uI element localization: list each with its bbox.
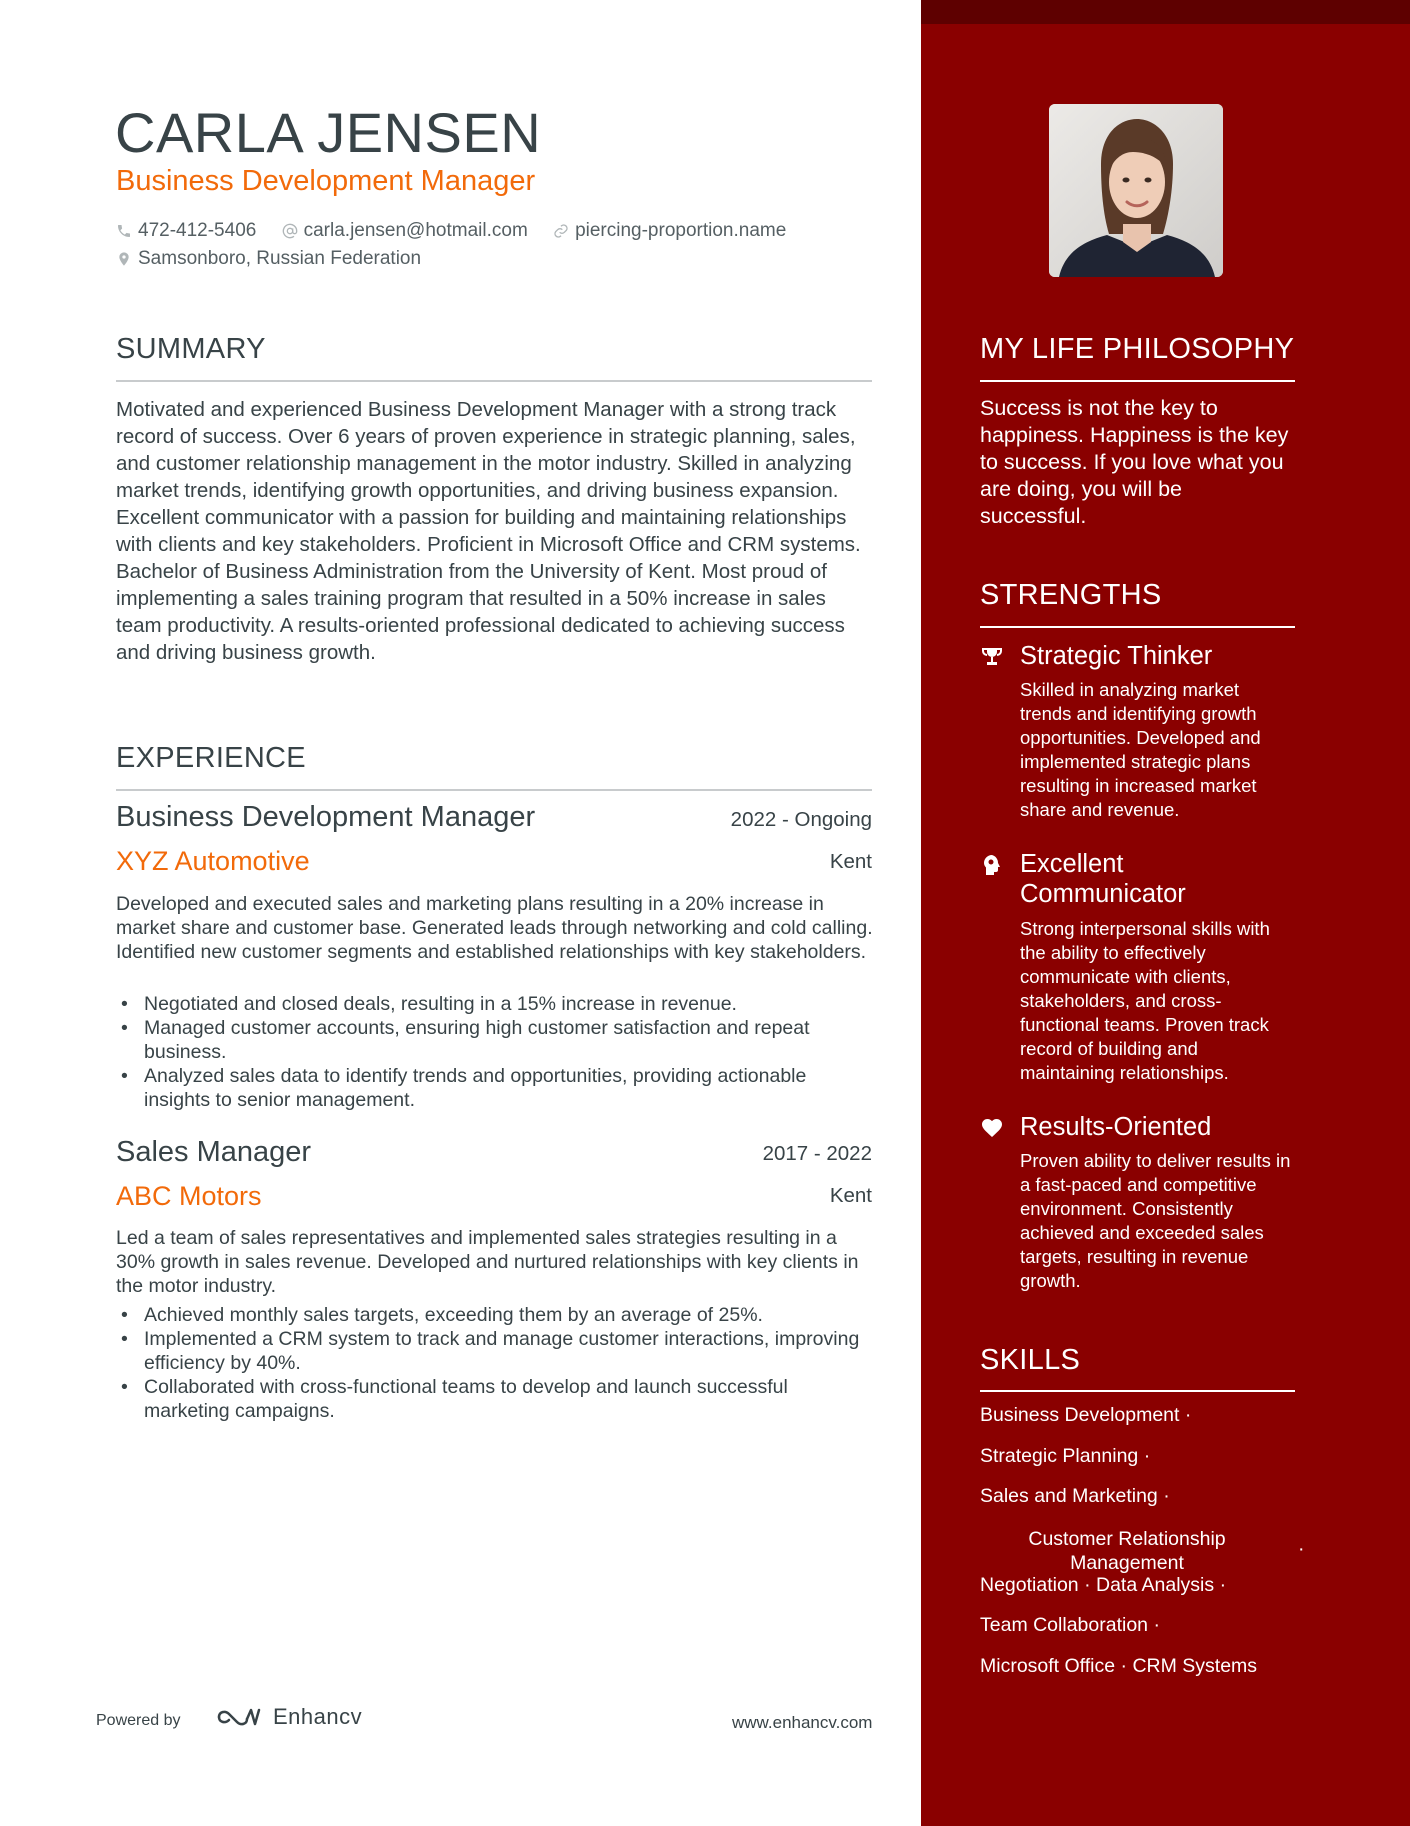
strength-title: Strategic Thinker bbox=[1020, 642, 1213, 670]
skill-separator: · bbox=[1143, 1444, 1151, 1467]
skill-tag: Negotiation bbox=[980, 1573, 1079, 1596]
job-bullets bbox=[116, 1303, 876, 1423]
skills-divider bbox=[980, 1390, 1295, 1392]
strengths-divider bbox=[980, 626, 1295, 628]
job-bullets bbox=[116, 992, 876, 1112]
skills-heading: SKILLS bbox=[980, 1344, 1081, 1376]
heart-icon bbox=[980, 1116, 1004, 1140]
strength-title: Excellent Communicator bbox=[1020, 850, 1186, 908]
skill-tag: Team Collaboration bbox=[980, 1614, 1149, 1636]
skill-tag: Strategic Planning bbox=[980, 1444, 1139, 1467]
job-bullet: • Implemented a CRM system to track and manage customer interactions, improving efficiency by 40%. bbox=[116, 1327, 876, 1375]
job-description: Led a team of sales representatives and implemented sales strategies resulting in a 30% growth in sales revenue. Developed and nurtured relationships with key clients in the motor industry. bbox=[116, 1227, 859, 1297]
job-location: Kent bbox=[829, 1184, 872, 1207]
skill-separator: · bbox=[1084, 1573, 1091, 1596]
skill-tag: Sales and Marketing bbox=[980, 1485, 1158, 1507]
skill-separator: · bbox=[1298, 1537, 1305, 1560]
skill-tag: CRM Systems bbox=[1132, 1654, 1258, 1677]
candidate-name: CARLA JENSEN bbox=[115, 101, 542, 164]
trophy-icon bbox=[980, 645, 1004, 669]
skill-tag: Data Analysis bbox=[1096, 1573, 1215, 1596]
strengths-heading: STRENGTHS bbox=[980, 579, 1162, 611]
summary-text: Motivated and experienced Business Development Manager with a strong track record of success. Over 6 years of proven experience in strategic planning, sales, and customer relationship management in the motor industry. Skilled in analyzing market trends, identifying growth opportunities, and driving business expansion. Excellent communicator with a passion for building and maintaining relationships with clients and key stakeholders. Proficient in Microsoft Office and CRM systems. Bachelor of Business Administration from the University of Kent. Most proud of implementing a sales training program that resulted in a 50% increase in sales team productivity. A results-oriented professional dedicated to achieving success and driving business growth. bbox=[116, 398, 861, 664]
job-bullet: • Analyzed sales data to identify trends and opportunities, providing actionable insights to senior management. bbox=[116, 1064, 876, 1112]
contact-email[interactable] bbox=[282, 217, 528, 245]
at-icon bbox=[282, 223, 298, 239]
location-text: Samsonboro, Russian Federation bbox=[138, 248, 422, 269]
job-bullet: • Managed customer accounts, ensuring high customer satisfaction and repeat business. bbox=[116, 1016, 876, 1064]
philosophy-heading: MY LIFE PHILOSOPHY bbox=[980, 333, 1295, 365]
job-bullet: • Negotiated and closed deals, resulting in a 15% increase in revenue. bbox=[116, 992, 876, 1016]
contact-website[interactable] bbox=[553, 217, 786, 245]
strength-description: Proven ability to deliver results in a fast-paced and competitive environment. Consistently achieved and exceeded sales targets, resulting in revenue growth. bbox=[1020, 1150, 1291, 1291]
summary-divider bbox=[116, 380, 872, 382]
experience-divider bbox=[116, 789, 872, 791]
skill-separator: · bbox=[1219, 1573, 1227, 1596]
strength-description: Skilled in analyzing market trends and identifying growth opportunities. Developed and implemented strategic plans resulting in increased market share and revenue. bbox=[1020, 679, 1261, 820]
skill-tag: Business Development bbox=[980, 1404, 1180, 1426]
job-bullet: • Collaborated with cross-functional teams to develop and launch successful marketing campaigns. bbox=[116, 1375, 876, 1423]
skills-list bbox=[980, 1403, 1305, 1694]
skill-tag: Microsoft Office bbox=[980, 1654, 1116, 1677]
job-role: Business Development Manager bbox=[116, 801, 536, 833]
enhancv-logo-icon bbox=[215, 1705, 263, 1729]
website-text: piercing-proportion.name bbox=[575, 220, 787, 241]
portrait-image bbox=[1049, 104, 1223, 277]
candidate-title: Business Development Manager bbox=[116, 165, 536, 197]
job-role: Sales Manager bbox=[116, 1136, 312, 1168]
profile-photo bbox=[1049, 104, 1223, 277]
job-description: Developed and executed sales and marketing plans resulting in a 20% increase in market share and customer base. Generated leads through networking and cold calling. Identified new customer segments and established relationships with key stakeholders. bbox=[116, 893, 873, 963]
phone-text: 472-412-5406 bbox=[138, 220, 257, 241]
footer-powered-by: Powered by bbox=[96, 1712, 181, 1729]
philosophy-text: Success is not the key to happiness. Happiness is the key to success. If you love what you are doing, you will be successful. bbox=[980, 396, 1289, 528]
link-icon bbox=[553, 223, 569, 239]
contact-location bbox=[116, 245, 421, 273]
job-location: Kent bbox=[829, 850, 872, 873]
footer-url[interactable]: www.enhancv.com bbox=[732, 1713, 873, 1732]
strength-description: Strong interpersonal skills with the ability to effectively communicate with clients, stakeholders, and cross-functional teams. Proven track record of building and maintaining relationships. bbox=[1020, 918, 1270, 1083]
job-bullet: • Achieved monthly sales targets, exceeding them by an average of 25%. bbox=[116, 1303, 876, 1327]
email-text: carla.jensen@hotmail.com bbox=[303, 220, 528, 241]
skill-separator: · bbox=[1153, 1614, 1160, 1636]
experience-heading: EXPERIENCE bbox=[116, 742, 306, 774]
footer-brand-logo[interactable] bbox=[215, 1704, 362, 1730]
job-company: ABC Motors bbox=[116, 1181, 262, 1211]
skill-separator: · bbox=[1163, 1485, 1170, 1507]
location-pin-icon bbox=[116, 251, 132, 267]
footer-brand-name: Enhancv bbox=[273, 1704, 363, 1729]
skill-tag: Customer Relationship Management bbox=[1028, 1527, 1226, 1574]
job-company: XYZ Automotive bbox=[116, 846, 310, 876]
philosophy-divider bbox=[980, 380, 1295, 382]
skill-separator: · bbox=[1184, 1404, 1192, 1426]
head-speaking-icon bbox=[980, 853, 1004, 877]
contact-phone[interactable] bbox=[116, 217, 256, 245]
phone-icon bbox=[116, 223, 132, 239]
sidebar-top-bar bbox=[921, 0, 1410, 24]
contact-info bbox=[116, 217, 836, 273]
strength-title: Results-Oriented bbox=[1020, 1113, 1212, 1141]
job-dates: 2022 - Ongoing bbox=[730, 808, 872, 831]
job-dates: 2017 - 2022 bbox=[762, 1142, 872, 1165]
skill-separator: · bbox=[1120, 1654, 1128, 1677]
summary-heading: SUMMARY bbox=[116, 333, 266, 365]
